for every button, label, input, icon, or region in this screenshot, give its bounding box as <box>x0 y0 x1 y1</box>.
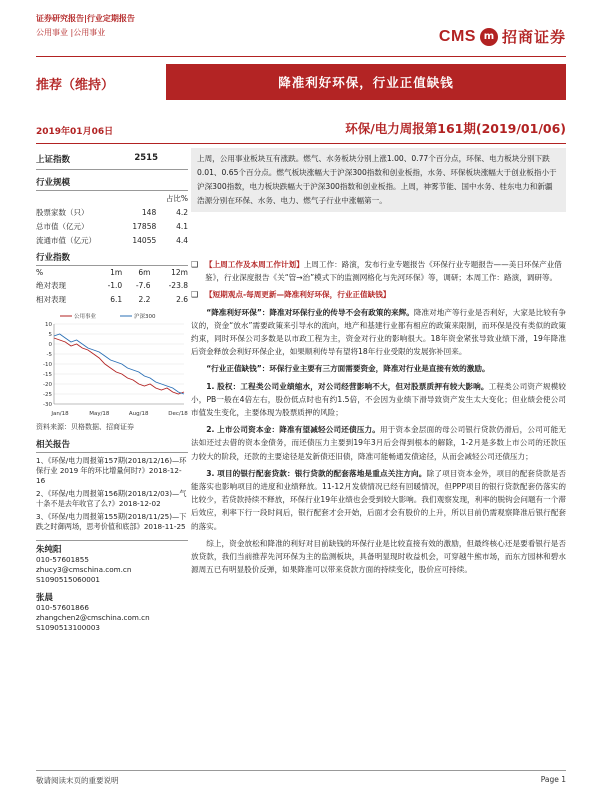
scale-table <box>36 191 188 247</box>
footer-disclaimer: 敬请阅读末页的重要说明 <box>36 776 119 785</box>
scale-pct-label: 占比% <box>165 193 188 203</box>
analyst-email[interactable]: zhangchen2@cmschina.com.cn <box>36 613 150 622</box>
table-row <box>36 233 188 247</box>
cms-logo <box>439 26 566 47</box>
para-text: 工程类公司资产规模较小，PB一般在4倍左右，股份低点时也有约1.5倍，不会因为业绩下滑导致资产发生太大变化；但业绩会使公司市值发生变化，主要体现为股票质押的风险； <box>191 381 567 418</box>
bullet-head: 【短期观点-每周更新—降准利好环保，行业正值缺钱】 <box>205 290 391 300</box>
table-cell: 4.1 <box>176 221 188 231</box>
y-tick-label: 0 <box>48 342 52 348</box>
performance-chart <box>36 310 188 420</box>
table-row <box>36 219 188 233</box>
header-left <box>36 12 135 40</box>
table-cell: 12m <box>171 267 188 277</box>
y-tick-label: -5 <box>46 352 52 358</box>
scale-header <box>36 176 188 191</box>
table-cell: 流通市值（亿元） <box>36 235 96 245</box>
index-value: 2515 <box>134 153 158 163</box>
table-cell: -1.0 <box>107 280 123 290</box>
performance-chart-svg <box>36 310 188 420</box>
table-cell: 6m <box>138 267 151 277</box>
analyst-cert: S1090513100003 <box>36 623 101 632</box>
logo-cn-text: 招商证券 <box>501 28 566 46</box>
related-title: 相关报告 <box>36 438 188 453</box>
analyst-email[interactable]: zhucy3@cmschina.com.cn <box>36 565 132 574</box>
related-report[interactable]: 2、《环保/电力周报第156期(2018/12/03)—气十条不是去年收官了么?》2018-12-02 <box>36 489 187 508</box>
analyst-cert: S1090515060001 <box>36 575 101 584</box>
logo-mark-icon: m <box>480 28 498 46</box>
bullet-item <box>191 258 566 284</box>
analyst-phone: 010-57601855 <box>36 555 89 564</box>
related-report[interactable]: 1、《环保/电力周报第157期(2018/12/16)—环保行业 2019 年的环比增量何时?》2018-12-16 <box>36 456 187 485</box>
report-date: 2019年01月06日 <box>36 127 114 137</box>
x-tick-label: Aug/18 <box>128 411 149 417</box>
bullet-text: 上周工作：路演，发布行业专题报告《环保行业专题报告——美日环保产业借鉴》，行业深度报告《关“管→治”模式下的监测网格化与先河环保》等，调研；本周工作：路演，调研等。 <box>205 260 562 283</box>
table-cell: -7.6 <box>135 280 151 290</box>
y-tick-label: 5 <box>48 332 52 338</box>
table-cell: 17858 <box>132 221 157 231</box>
paragraph <box>191 467 566 533</box>
page-number: Page 1 <box>540 775 566 784</box>
logo-cms-text: CMS <box>438 27 476 45</box>
table-cell: 4.2 <box>176 207 188 217</box>
paragraph <box>191 306 566 359</box>
table-cell: 148 <box>141 207 157 217</box>
para-bold: 3. 项目的银行配套贷款：银行贷款的配套落地是重点关注方向。 <box>206 468 427 478</box>
footer <box>36 770 566 786</box>
table-cell: 2.2 <box>138 294 151 304</box>
y-tick-label: -25 <box>43 392 52 398</box>
table-row <box>36 292 188 306</box>
bullet-square-icon: ❑ <box>191 260 199 269</box>
main-content <box>191 258 566 580</box>
scale-title: 行业规模 <box>36 178 71 188</box>
bullet-body <box>205 258 566 284</box>
header-divider <box>36 56 566 57</box>
index-row <box>36 148 188 170</box>
bullet-square-icon: ❑ <box>191 290 199 300</box>
para-bold: 1. 股权：工程类公司业绩缩水，对公司经营影响不大，但对股票质押有较大影响。 <box>206 381 489 391</box>
table-cell: 4.4 <box>176 235 188 245</box>
x-tick-label: May/18 <box>89 411 110 417</box>
paragraph <box>191 380 566 420</box>
table-cell: 股票家数（只） <box>36 207 89 217</box>
x-tick-label: Dec/18 <box>168 411 188 417</box>
related-report[interactable]: 3、《环保/电力周报第155期(2018/11/25)—下跌之时御两场，思考价值和底部》2018-11-25 <box>36 512 187 531</box>
analyst-phone: 010-57601866 <box>36 603 89 612</box>
index-label: 上证指数 <box>36 155 71 165</box>
para-bold: “降准利好环保”：降准对环保行业的传导不会有政策的来辉。 <box>206 307 414 317</box>
analyst-divider <box>36 540 188 541</box>
bullet-item <box>191 288 566 301</box>
legend-label: 沪深300 <box>134 314 156 320</box>
paragraph <box>191 423 566 463</box>
analyst-block <box>36 545 188 585</box>
scale-pct-row <box>36 191 188 205</box>
paragraph <box>191 537 566 577</box>
para-text: 除了项目资本金外，项目的配套贷款是否能落实也影响项目的进度和业绩释放。11-12月发债情况已经有回暖情况，但PPP项目的银行贷款配套仍落实的比较少，若贷款持续不释放，环保行业19年业绩也会受到较大影响。我们观察发现，利率的脱钩会问题有一个滞后效应，利率下行一段时间后，银行配套才会开始，后面才会有股价的上升，所以目前仍需观察降准后银行配套的落实。 <box>191 468 566 531</box>
table-cell: 总市值（亿元） <box>36 221 89 231</box>
para-text: 综上，资金放松和降准的利好对目前缺钱的环保行业是比较直接有效的激励，但最终核心还是要看银行是否放贷款，我们当前推荐先河环保为主的监测板块，具备明显现时收益机会，可穿越牛熊市场，而东方园林和碧水源周五已有明显股价反弹，如果降准可以带来贷款方面的持续变化，股价应可持续。 <box>191 538 566 575</box>
perf-table <box>36 266 188 306</box>
para-text: 降准对地产等行业是否利好，大家是比较有争议的，资金“放水”需要政策来引导水的流向，地产和基建行业都有相应的政策来限制，而环保是没有类似的政策约束，同时环保公司多数是以市政工程为主，资金对行业的影响很大。18年资金紧张导致业绩下滑，19年降准后资金释放会利好环保企业，如果顺利传导有望将18年行业受限的发展弥补回来。 <box>191 307 567 357</box>
series-line-0 <box>54 338 184 394</box>
paragraph <box>191 362 566 375</box>
chart-source: 资料来源：贝格数据、招商证券 <box>36 423 134 431</box>
para-bold: 2. 上市公司资本金：降准有望减轻公司还债压力。 <box>206 425 381 435</box>
analyst-name: 张晨 <box>36 593 54 603</box>
bullet-body <box>205 288 390 301</box>
report-type: 证券研究报告|行业定期报告 <box>36 14 135 23</box>
title-divider <box>36 143 566 144</box>
table-cell: 1m <box>110 267 123 277</box>
x-tick-label: Jan/18 <box>51 411 69 417</box>
analyst-name: 朱纯阳 <box>36 545 62 555</box>
para-text: 用于资本金层面的母公司银行贷款仍滑后，公司可能无法如还过去借的资本金债务，而还债压力主要到19年3月后会得到根本的解除，1-2月是多数上市公司的还款压力较大的阶段，还款的主要途径是发新债还旧债，降准可能畅通发债途径，从而会减轻公司还债压力； <box>191 425 566 461</box>
table-row <box>36 278 188 292</box>
table-cell: 相对表现 <box>36 294 66 304</box>
y-tick-label: -15 <box>43 372 52 378</box>
headline-banner: 降准利好环保，行业正值缺钱 <box>166 64 566 100</box>
y-tick-label: -20 <box>43 382 52 388</box>
table-row <box>36 205 188 219</box>
summary-box: 上周，公用事业板块互有涨跌。燃气、水务板块分别上涨1.00、0.77个百分点，环保、电力板块分别下跌0.01、0.65个百分点。燃气板块涨幅大于沪深300指数和创业板指，水务、环保板块涨幅大于创业板指小于沪深300指数，电力板块跌幅大于沪深300指数和创业板指。上周，神雾节能、国中水务、桂东电力和新疆浩源分别在环保、水务、电力、燃气子行业中涨幅第一。 <box>191 148 566 212</box>
report-title: 环保/电力周报第161期(2019/01/06) <box>345 121 566 136</box>
table-cell: 绝对表现 <box>36 280 66 290</box>
industry: 公用事业 |公用事业 <box>36 28 106 37</box>
table-cell: % <box>36 267 44 277</box>
analyst-block <box>36 593 188 633</box>
rating: 推荐（维持） <box>36 78 115 93</box>
sidebar <box>36 148 188 633</box>
y-tick-label: -10 <box>43 362 52 368</box>
bullet-head: 【上周工作及本周工作计划】 <box>205 260 304 269</box>
para-bold: “行业正值缺钱”：环保行业主要有三方面需要资金，降准对行业是直接有效的激励。 <box>206 364 490 374</box>
table-cell: 2.6 <box>176 294 188 304</box>
perf-title: 行业指数 <box>36 251 188 266</box>
table-cell: 14055 <box>132 235 157 245</box>
table-row <box>36 266 188 278</box>
y-tick-label: 10 <box>45 322 52 328</box>
table-cell: -23.8 <box>168 280 188 290</box>
table-cell: 6.1 <box>110 294 123 304</box>
legend-label: 公用事业 <box>74 314 97 320</box>
y-tick-label: -30 <box>43 402 52 408</box>
